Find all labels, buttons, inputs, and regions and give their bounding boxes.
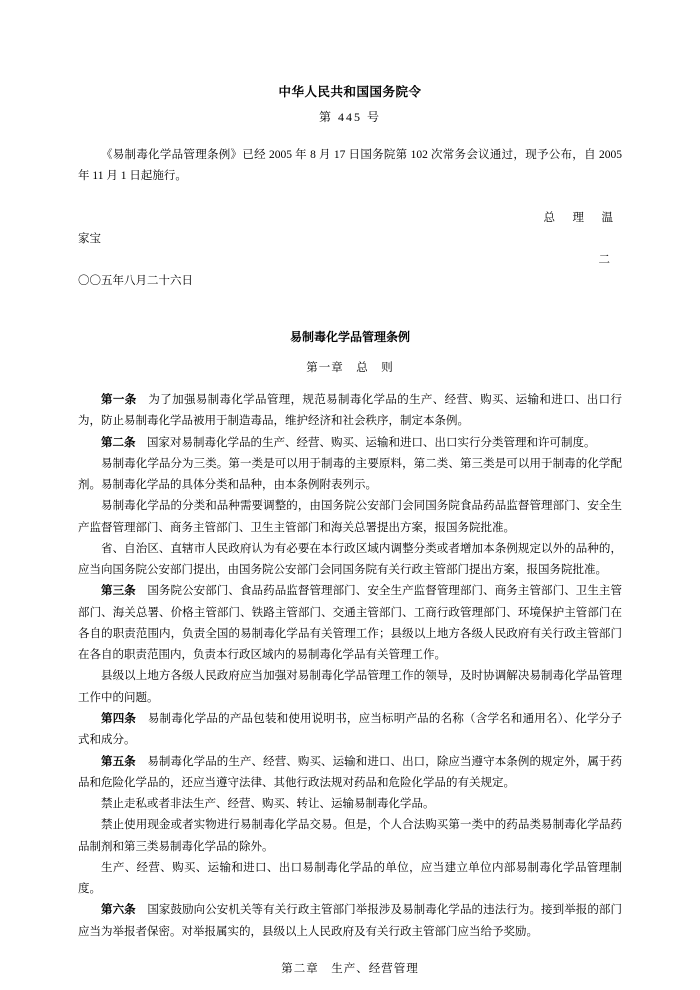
article-paragraph	[78, 858, 622, 901]
article-text: 生产、经营、购买、运输和进口、出口易制毒化学品的单位，应当建立单位内部易制毒化学品管理制度。	[78, 861, 622, 896]
promulgation-paragraph: 《易制毒化学品管理条例》已经 2005 年 8 月 17 日国务院第 102 次常务会议通过，现予公布，自 2005 年 11 月 1 日起施行。	[78, 149, 622, 183]
article-label: 第三条	[101, 585, 136, 598]
article-paragraph	[78, 433, 622, 454]
spacer	[78, 188, 622, 208]
article-text: 国家鼓励向公安机关等有关行政主管部门举报涉及易制毒化学品的违法行为。接到举报的部门应当为举报者保密。对举报属实的，县级以上人民政府及有关行政主管部门应当给予奖励。	[78, 904, 623, 938]
spacer	[78, 943, 622, 956]
order-number: 第 445 号	[318, 110, 381, 124]
article-text: 国务院公安部门、食品药品监督管理部门、安全生产监督管理部门、商务主管部门、卫生主管部门、海关总署、价格主管部门、铁路主管部门、交通主管部门、工商行政管理部门、环境保护主管部门在各自的职责范围内，负责全国的易制毒化学品有关管理工作；县级以上地方各级人民政府有关行政主管部门在各自的职责范围内，负责本行政区域内的易制毒化学品有关管理工作。	[78, 585, 623, 662]
spacer	[78, 383, 622, 390]
article-paragraph	[78, 496, 622, 539]
article-label: 第二条	[101, 436, 136, 449]
article-text: 易制毒化学品的分类和品种需要调整的，由国务院公安部门会同国务院食品药品监督管理部门、安全生产监督管理部门、商务主管部门、卫生主管部门和海关总署提出方案，报国务院批准。	[78, 500, 622, 534]
date-prefix: 二	[598, 254, 610, 267]
article-text: 县级以上地方各级人民政府应当加强对易制毒化学品管理工作的领导，及时协调解决易制毒化学品管理工作中的问题。	[78, 670, 622, 704]
article-text: 省、自治区、直辖市人民政府认为有必要在本行政区域内调整分类或者增加本条例规定以外的品种的，应当向国务院公安部门提出，由国务院公安部门会同国务院有关行政主管部门提出方案，报国务院批准。	[78, 542, 622, 577]
article-label: 第五条	[101, 755, 136, 768]
article-paragraph	[78, 815, 622, 858]
article-paragraph	[78, 539, 622, 582]
article-paragraph	[78, 900, 622, 943]
article-paragraph	[78, 581, 622, 666]
article-paragraph	[78, 454, 622, 497]
article-text: 禁止使用现金或者实物进行易制毒化学品交易。但是，个人合法购买第一类中的药品类易制毒化学品药品制剂和第三类易制毒化学品的除外。	[78, 819, 622, 853]
date-main: 〇〇五年八月二十六日	[78, 275, 193, 288]
article-text: 易制毒化学品分为三类。第一类是可以用于制毒的主要原料，第二类、第三类是可以用于制毒的化学配剂。易制毒化学品的具体分类和品种，由本条例附表列示。	[78, 457, 622, 492]
article-label: 第四条	[101, 712, 137, 725]
regulation-title: 易制毒化学品管理条例	[289, 329, 410, 344]
article-text: 为了加强易制毒化学品管理，规范易制毒化学品的生产、经营、购买、运输和进口、出口行为，防止易制毒化学品被用于制造毒品，维护经济和社会秩序，制定本条例。	[78, 393, 622, 428]
chapter-heading-one: 第一章 总 则	[306, 362, 394, 375]
articles-list	[78, 390, 622, 943]
article-paragraph	[78, 709, 622, 752]
spacer	[78, 125, 622, 145]
article-paragraph	[78, 390, 622, 433]
article-text: 禁止走私或者非法生产、经营、购买、转让、运输易制毒化学品。	[101, 798, 435, 811]
spacer	[78, 348, 622, 355]
page-title: 中华人民共和国国务院令	[278, 85, 422, 99]
article-paragraph	[78, 666, 622, 709]
spacer	[78, 313, 622, 326]
article-paragraph	[78, 752, 622, 795]
signer-title: 总 理 温	[543, 211, 616, 224]
signer-name: 家宝	[78, 232, 101, 245]
article-label: 第六条	[101, 904, 136, 917]
article-text: 国家对易制毒化学品的生产、经营、购买、运输和进口、出口实行分类管理和许可制度。	[135, 436, 596, 449]
chapter-heading-two: 第二章 生产、经营管理	[281, 962, 419, 975]
spacer	[78, 293, 622, 313]
article-text: 易制毒化学品的产品包装和使用说明书，应当标明产品的名称（含学名和通用名）、化学分子式和成分。	[78, 712, 623, 747]
article-text: 易制毒化学品的生产、经营、购买、运输和进口、出口，除应当遵守本条例的规定外，属于药品和危险化学品的，还应当遵守法律、其他行政法规对药品和危险化学品的有关规定。	[78, 755, 623, 789]
article-label: 第一条	[101, 393, 137, 406]
article-paragraph	[78, 794, 622, 815]
